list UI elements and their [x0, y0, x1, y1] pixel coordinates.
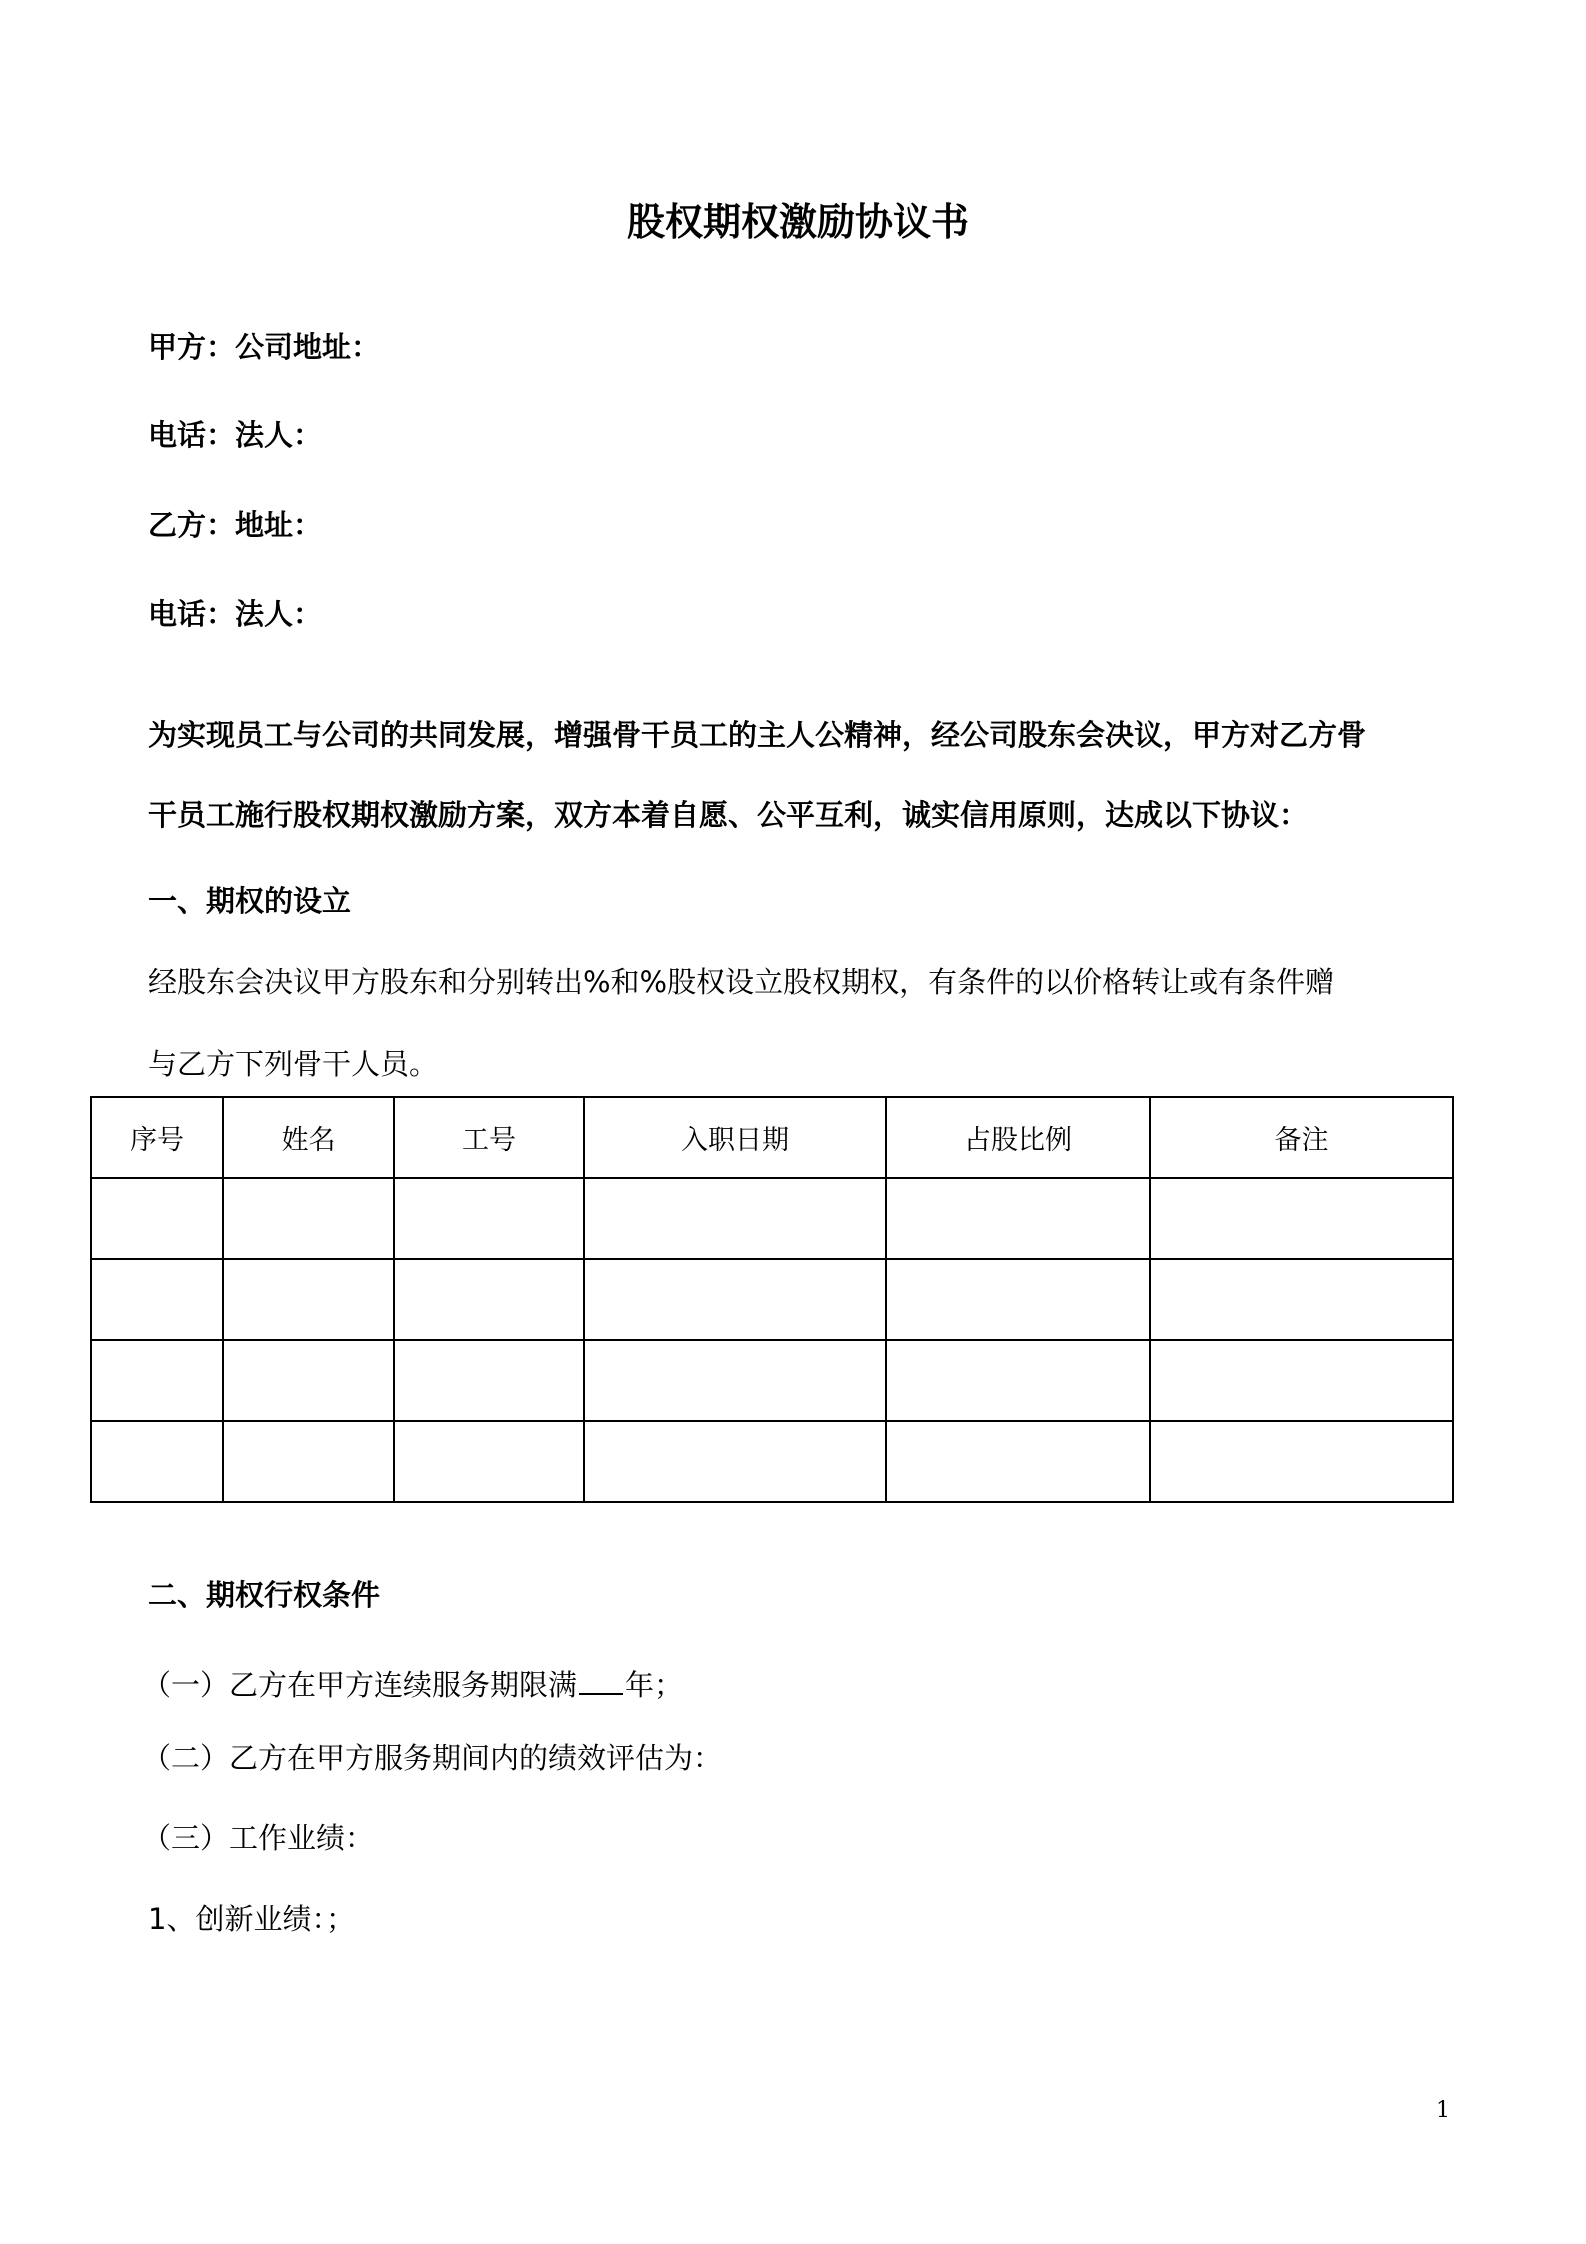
table-cell — [91, 1178, 223, 1259]
section-2-heading: 二、期权行权条件 — [148, 1578, 381, 1612]
table-cell — [886, 1259, 1150, 1340]
section-1-body-line-1: 经股东会决议甲方股东和分别转出%和%股权设立股权期权，有条件的以价格转让或有条件赠 — [148, 965, 1335, 999]
table-cell — [223, 1178, 394, 1259]
table-row — [91, 1421, 1453, 1502]
preamble-line-2: 干员工施行股权期权激励方案，双方本着自愿、公平互利，诚实信用原则，达成以下协议： — [148, 798, 1309, 832]
table-cell — [584, 1340, 886, 1421]
party-a-address-label: 公司地址： — [235, 330, 381, 364]
option-holders-table — [90, 1096, 1454, 1503]
table-header-row — [91, 1097, 1453, 1178]
table-cell — [394, 1340, 584, 1421]
table-cell — [1150, 1178, 1453, 1259]
column-header-name: 姓名 — [223, 1097, 394, 1178]
table-row — [91, 1259, 1453, 1340]
party-a-label: 甲方： — [148, 330, 236, 364]
table-cell — [1150, 1259, 1453, 1340]
table-cell — [584, 1421, 886, 1502]
section-1-body-line-2: 与乙方下列骨干人员。 — [148, 1047, 439, 1081]
condition-item-1-suffix: 年； — [625, 1668, 684, 1702]
table-cell — [584, 1178, 886, 1259]
table-cell — [223, 1259, 394, 1340]
condition-item-1-text: （一）乙方在甲方连续服务期限满 — [142, 1668, 578, 1702]
column-header-serial: 序号 — [91, 1097, 223, 1178]
party-a-phone-label: 电话： — [148, 418, 236, 452]
party-a-contact-line — [148, 418, 323, 452]
table-cell — [1150, 1340, 1453, 1421]
table-cell — [394, 1421, 584, 1502]
condition-sub-item-1: 1、创新业绩：； — [148, 1902, 355, 1936]
condition-item-3: （三）工作业绩： — [142, 1821, 375, 1855]
table-cell — [886, 1178, 1150, 1259]
party-b-line — [148, 508, 323, 542]
condition-item-2: （二）乙方在甲方服务期间内的绩效评估为： — [142, 1741, 723, 1775]
party-b-address-label: 地址： — [235, 508, 323, 542]
section-1-heading: 一、期权的设立 — [148, 884, 352, 918]
page-number: 1 — [1436, 2098, 1450, 2123]
table-row — [91, 1340, 1453, 1421]
column-header-share-ratio: 占股比例 — [886, 1097, 1150, 1178]
column-header-hire-date: 入职日期 — [584, 1097, 886, 1178]
years-blank-field[interactable] — [579, 1667, 623, 1695]
table-cell — [91, 1340, 223, 1421]
table-row — [91, 1178, 1453, 1259]
party-b-legal-rep-label: 法人： — [235, 597, 323, 631]
table-cell — [394, 1178, 584, 1259]
party-b-phone-label: 电话： — [148, 597, 236, 631]
column-header-employee-id: 工号 — [394, 1097, 584, 1178]
table-cell — [91, 1421, 223, 1502]
table-cell — [1150, 1421, 1453, 1502]
table-cell — [91, 1259, 223, 1340]
table-cell — [223, 1340, 394, 1421]
table-cell — [886, 1340, 1150, 1421]
table-cell — [223, 1421, 394, 1502]
preamble-line-1: 为实现员工与公司的共同发展，增强骨干员工的主人公精神，经公司股东会决议，甲方对乙方骨 — [148, 718, 1367, 752]
table-cell — [394, 1259, 584, 1340]
table-cell — [886, 1421, 1150, 1502]
document-title: 股权期权激励协议书 — [626, 200, 969, 244]
party-b-label: 乙方： — [148, 508, 236, 542]
party-a-line — [148, 330, 381, 364]
party-b-contact-line — [148, 597, 323, 631]
table-cell — [584, 1259, 886, 1340]
column-header-remarks: 备注 — [1150, 1097, 1453, 1178]
condition-item-1 — [142, 1667, 683, 1700]
party-a-legal-rep-label: 法人： — [235, 418, 323, 452]
